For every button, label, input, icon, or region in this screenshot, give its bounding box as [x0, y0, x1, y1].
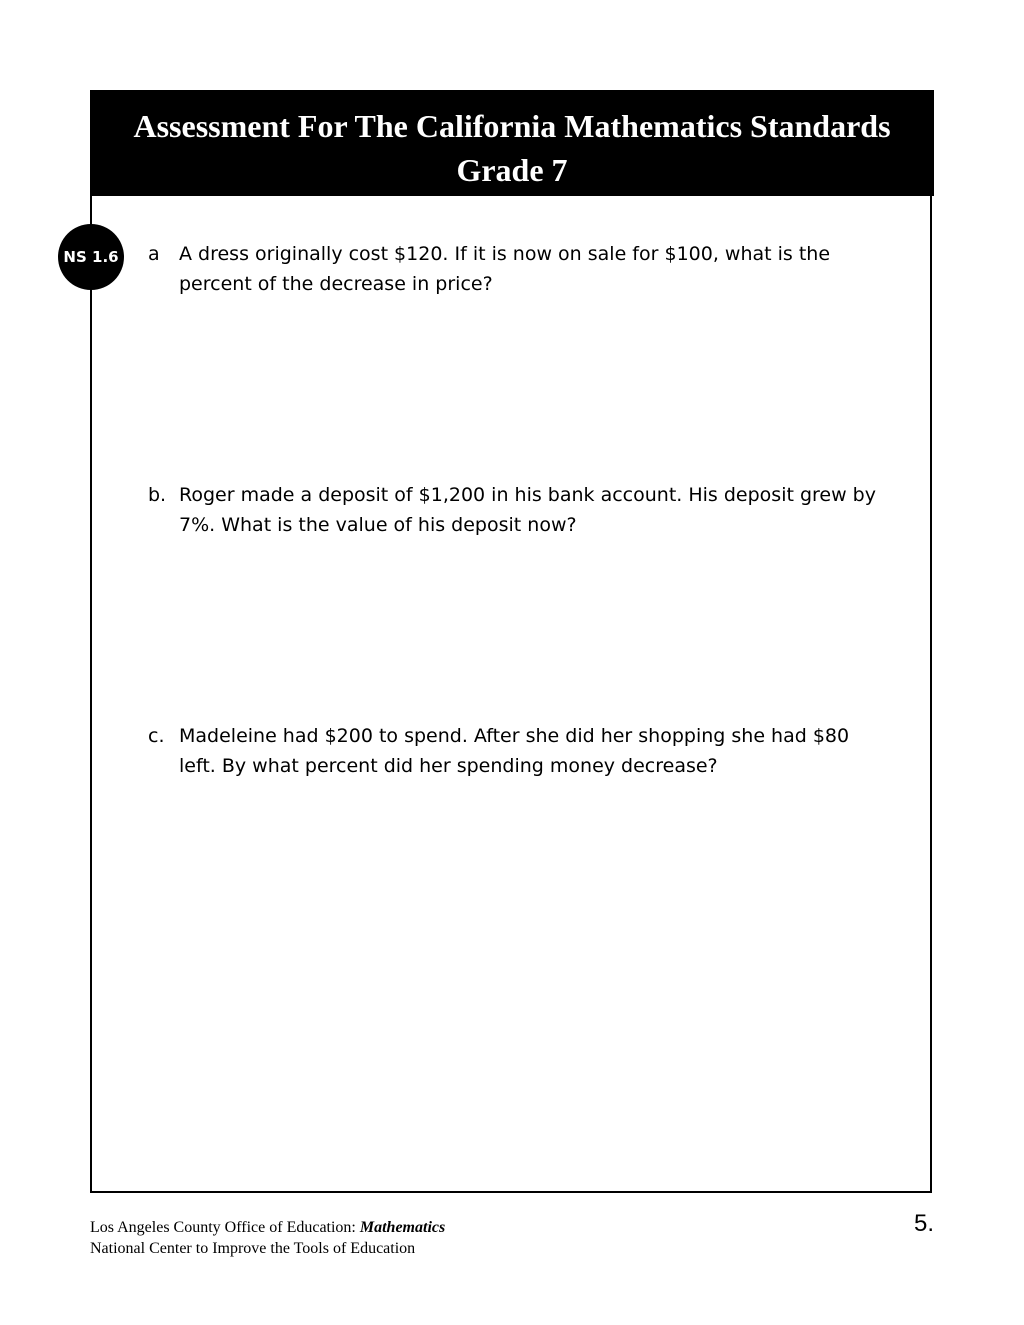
- question-marker: a: [148, 243, 160, 265]
- question-c: [148, 721, 878, 781]
- footer-org-subject: Mathematics: [359, 1219, 446, 1236]
- footer-center-line: National Center to Improve the Tools of Education: [90, 1240, 416, 1257]
- footer-credits: [90, 1217, 445, 1259]
- question-text: Madeleine had $200 to spend. After she did her shopping she had $80 left. By what percent did her spending money decrease?: [179, 725, 850, 777]
- page-header: [90, 90, 934, 196]
- footer-org-line: [90, 1217, 445, 1238]
- question-a: [148, 239, 878, 299]
- footer-org-prefix: Los Angeles County Office of Education:: [90, 1219, 360, 1236]
- question-text: A dress originally cost $120. If it is now on sale for $100, what is the percent of the decrease in price?: [179, 243, 831, 295]
- standard-badge-label: NS 1.6: [63, 248, 119, 266]
- question-marker: b.: [148, 484, 167, 506]
- question-text: Roger made a deposit of $1,200 in his bank account. His deposit grew by 7%. What is the value of his deposit now?: [179, 484, 876, 536]
- header-grade: Grade 7: [456, 152, 568, 188]
- page-number: 5.: [913, 1210, 934, 1237]
- header-title: Assessment For The California Mathematics Standards: [133, 108, 891, 144]
- standard-badge: [58, 224, 124, 290]
- question-b: [148, 480, 878, 540]
- question-marker: c.: [148, 725, 165, 747]
